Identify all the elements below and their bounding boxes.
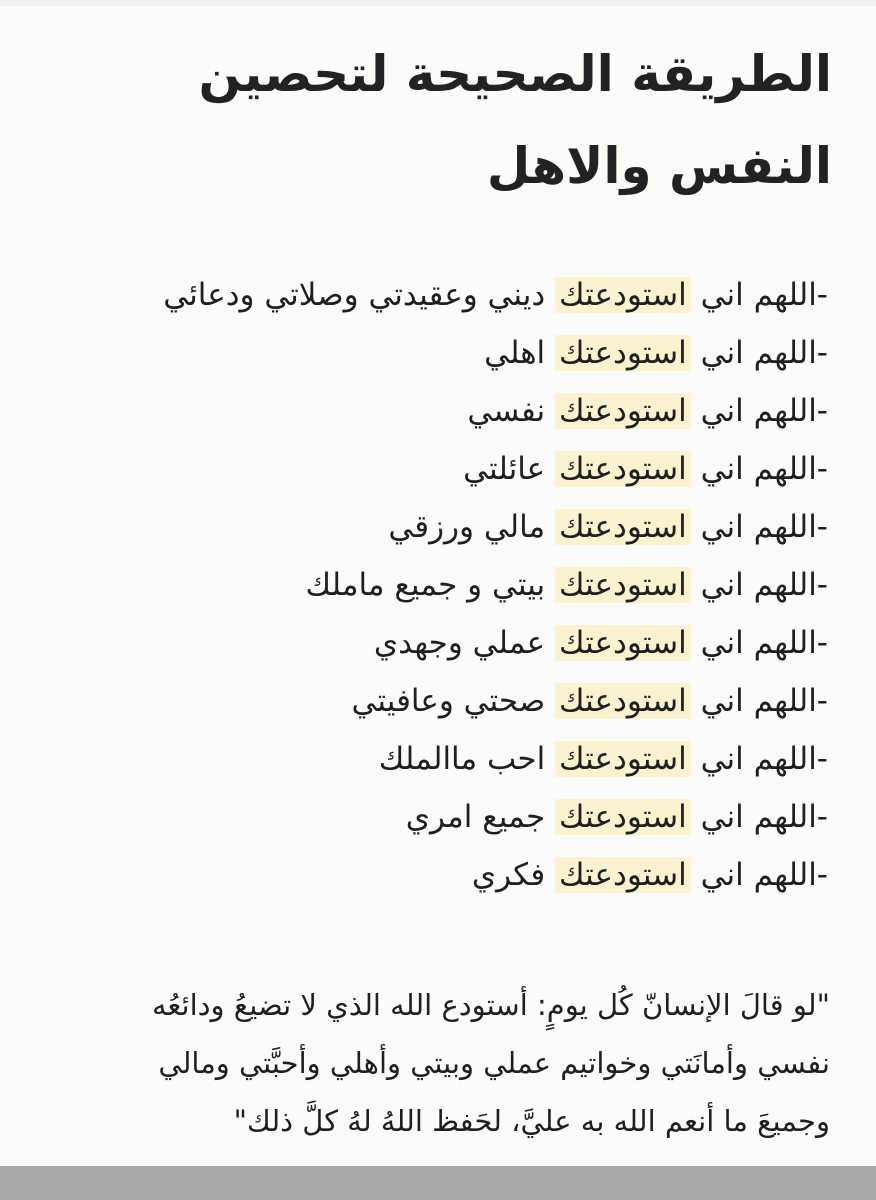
- dua-highlight: استودعتك: [555, 625, 691, 661]
- top-strip: [0, 0, 876, 6]
- dua-line: [48, 556, 828, 614]
- dua-rest: فكري: [471, 857, 556, 893]
- dua-line: [48, 440, 828, 498]
- page-title: [32, 28, 832, 212]
- dua-rest: عائلتي: [463, 451, 556, 487]
- title-line-2: النفس والاهل: [486, 137, 832, 195]
- dua-prefix: -اللهم اني: [690, 857, 828, 893]
- dua-line: [48, 324, 828, 382]
- dua-rest: عملي وجهدي: [373, 625, 556, 661]
- dua-prefix: -اللهم اني: [690, 683, 828, 719]
- dua-rest: صحتي وعافيتي: [351, 683, 556, 719]
- dua-line: [48, 498, 828, 556]
- dua-prefix: -اللهم اني: [690, 509, 828, 545]
- dua-prefix: -اللهم اني: [690, 393, 828, 429]
- dua-highlight: استودعتك: [555, 741, 691, 777]
- dua-line: [48, 846, 828, 904]
- dua-line: [48, 266, 828, 324]
- dua-prefix: -اللهم اني: [690, 335, 828, 371]
- dua-highlight: استودعتك: [555, 451, 691, 487]
- dua-rest: جميع امري: [405, 799, 556, 835]
- dua-prefix: -اللهم اني: [690, 625, 828, 661]
- dua-highlight: استودعتك: [555, 277, 691, 313]
- quote-line-1: "لو قالَ الإنسانّ كُل يومٍ: أستودع الله الذي لا تضيعُ ودائعُه: [151, 988, 830, 1022]
- dua-highlight: استودعتك: [555, 509, 691, 545]
- dua-line: [48, 730, 828, 788]
- dua-list: [48, 266, 828, 904]
- dua-highlight: استودعتك: [555, 799, 691, 835]
- dua-prefix: -اللهم اني: [690, 567, 828, 603]
- dua-prefix: -اللهم اني: [690, 741, 828, 777]
- dua-rest: بيتي و جميع ماملك: [305, 567, 556, 603]
- dua-rest: نفسي: [467, 393, 556, 429]
- dua-rest: احب ماالملك: [378, 741, 556, 777]
- dua-prefix: -اللهم اني: [690, 799, 828, 835]
- dua-rest: ديني وعقيدتي وصلاتي ودعائي: [163, 277, 556, 313]
- dua-highlight: استودعتك: [555, 567, 691, 603]
- dua-prefix: -اللهم اني: [690, 277, 828, 313]
- closing-quote: [40, 976, 830, 1150]
- dua-highlight: استودعتك: [555, 857, 691, 893]
- dua-highlight: استودعتك: [555, 393, 691, 429]
- dua-rest: مالي ورزقي: [388, 509, 556, 545]
- title-line-1: الطريقة الصحيحة لتحصين: [198, 45, 832, 103]
- dua-line: [48, 382, 828, 440]
- quote-line-3: وجميعَ ما أنعم الله به عليَّ، لحَفظ اللهُ لهُ كلَّ ذلك": [233, 1104, 830, 1138]
- dua-highlight: استودعتك: [555, 683, 691, 719]
- quote-line-2: نفسي وأمانَتي وخواتيم عملي وبيتي وأهلي وأحبَّتي ومالي: [158, 1046, 830, 1080]
- dua-line: [48, 614, 828, 672]
- dua-line: [48, 788, 828, 846]
- dua-rest: اهلي: [484, 335, 556, 371]
- dua-highlight: استودعتك: [555, 335, 691, 371]
- dua-prefix: -اللهم اني: [690, 451, 828, 487]
- dua-line: [48, 672, 828, 730]
